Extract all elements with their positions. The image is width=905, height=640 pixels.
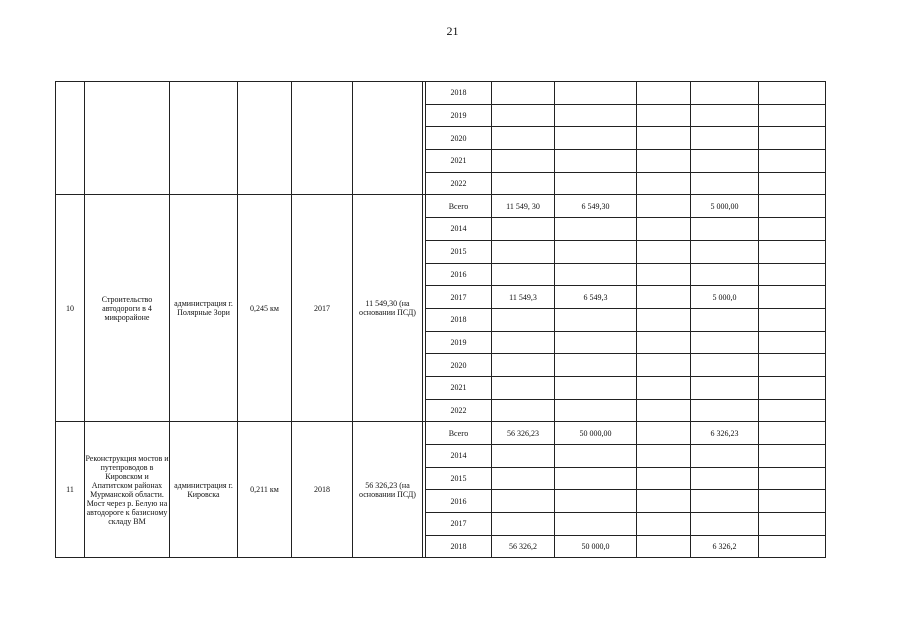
value-cell: 50 000,0 xyxy=(555,535,637,558)
value-cell xyxy=(759,422,826,445)
value-cell xyxy=(555,399,637,422)
value-cell: 11 549, 30 xyxy=(492,195,555,218)
value-cell xyxy=(637,82,691,105)
value-cell xyxy=(759,104,826,127)
value-cell xyxy=(637,150,691,173)
value-cell xyxy=(555,467,637,490)
value-cell xyxy=(555,127,637,150)
value-cell xyxy=(555,240,637,263)
project-year xyxy=(292,82,353,195)
value-cell xyxy=(637,535,691,558)
value-cell xyxy=(637,218,691,241)
year-cell: 2022 xyxy=(426,399,492,422)
value-cell: 6 326,23 xyxy=(691,422,759,445)
value-cell xyxy=(759,331,826,354)
value-cell xyxy=(492,399,555,422)
year-cell: 2017 xyxy=(426,286,492,309)
value-cell xyxy=(759,513,826,536)
value-cell xyxy=(555,218,637,241)
year-cell: 2021 xyxy=(426,376,492,399)
value-cell xyxy=(691,82,759,105)
value-cell xyxy=(555,172,637,195)
value-cell xyxy=(555,82,637,105)
value-cell xyxy=(759,354,826,377)
year-cell: 2018 xyxy=(426,82,492,105)
value-cell xyxy=(492,490,555,513)
project-name: Строительство автодороги в 4 микрорайоне xyxy=(85,195,170,422)
value-cell: 56 326,2 xyxy=(492,535,555,558)
value-cell xyxy=(492,513,555,536)
value-cell xyxy=(691,376,759,399)
value-cell xyxy=(759,172,826,195)
value-cell xyxy=(691,104,759,127)
value-cell xyxy=(637,513,691,536)
value-cell: 6 326,2 xyxy=(691,535,759,558)
value-cell xyxy=(637,376,691,399)
value-cell xyxy=(555,104,637,127)
value-cell xyxy=(492,308,555,331)
year-cell: Всего xyxy=(426,195,492,218)
page-number: 21 xyxy=(446,24,459,38)
value-cell: 50 000,00 xyxy=(555,422,637,445)
value-cell xyxy=(637,490,691,513)
project-cost: 56 326,23 (на основании ПСД) xyxy=(353,422,423,558)
value-cell xyxy=(637,422,691,445)
project-customer: администрация г. Кировска xyxy=(170,422,238,558)
year-cell: 2020 xyxy=(426,354,492,377)
value-cell: 56 326,23 xyxy=(492,422,555,445)
value-cell xyxy=(637,286,691,309)
year-cell: Всего xyxy=(426,422,492,445)
value-cell xyxy=(759,445,826,468)
table-body xyxy=(56,82,826,558)
value-cell xyxy=(555,263,637,286)
value-cell xyxy=(637,331,691,354)
project-customer: администрация г. Полярные Зори xyxy=(170,195,238,422)
table-row xyxy=(56,422,826,445)
value-cell xyxy=(691,308,759,331)
year-cell: 2020 xyxy=(426,127,492,150)
value-cell xyxy=(759,308,826,331)
value-cell xyxy=(637,467,691,490)
table-row xyxy=(56,195,826,218)
year-cell: 2016 xyxy=(426,263,492,286)
value-cell xyxy=(637,104,691,127)
year-cell: 2015 xyxy=(426,240,492,263)
value-cell xyxy=(492,127,555,150)
year-cell: 2022 xyxy=(426,172,492,195)
value-cell xyxy=(555,354,637,377)
value-cell xyxy=(691,354,759,377)
value-cell xyxy=(759,127,826,150)
value-cell xyxy=(492,172,555,195)
value-cell xyxy=(555,376,637,399)
project-customer xyxy=(170,82,238,195)
value-cell xyxy=(691,467,759,490)
project-capacity xyxy=(238,82,292,195)
investment-table xyxy=(55,81,826,558)
project-capacity: 0,245 км xyxy=(238,195,292,422)
value-cell xyxy=(637,172,691,195)
project-cost: 11 549,30 (на основании ПСД) xyxy=(353,195,423,422)
value-cell xyxy=(759,218,826,241)
value-cell xyxy=(691,399,759,422)
value-cell xyxy=(492,104,555,127)
project-cost xyxy=(353,82,423,195)
year-cell: 2019 xyxy=(426,104,492,127)
value-cell xyxy=(637,445,691,468)
value-cell xyxy=(759,376,826,399)
table-row xyxy=(56,82,826,105)
value-cell xyxy=(759,467,826,490)
value-cell xyxy=(691,150,759,173)
value-cell xyxy=(691,263,759,286)
value-cell xyxy=(759,286,826,309)
value-cell xyxy=(492,263,555,286)
value-cell xyxy=(691,445,759,468)
year-cell: 2014 xyxy=(426,445,492,468)
value-cell xyxy=(637,263,691,286)
value-cell xyxy=(492,354,555,377)
value-cell: 6 549,3 xyxy=(555,286,637,309)
value-cell xyxy=(555,513,637,536)
project-year: 2017 xyxy=(292,195,353,422)
project-number: 10 xyxy=(56,195,85,422)
year-cell: 2017 xyxy=(426,513,492,536)
value-cell xyxy=(759,240,826,263)
project-capacity: 0,211 км xyxy=(238,422,292,558)
value-cell xyxy=(759,399,826,422)
year-cell: 2019 xyxy=(426,331,492,354)
year-cell: 2021 xyxy=(426,150,492,173)
value-cell xyxy=(492,376,555,399)
value-cell xyxy=(555,331,637,354)
value-cell xyxy=(691,490,759,513)
value-cell xyxy=(691,172,759,195)
value-cell xyxy=(759,82,826,105)
project-year: 2018 xyxy=(292,422,353,558)
value-cell xyxy=(759,490,826,513)
value-cell: 5 000,0 xyxy=(691,286,759,309)
value-cell xyxy=(759,150,826,173)
value-cell xyxy=(555,490,637,513)
value-cell xyxy=(637,195,691,218)
value-cell xyxy=(492,445,555,468)
value-cell xyxy=(691,331,759,354)
value-cell xyxy=(691,513,759,536)
value-cell xyxy=(555,445,637,468)
value-cell: 5 000,00 xyxy=(691,195,759,218)
value-cell xyxy=(637,308,691,331)
value-cell: 11 549,3 xyxy=(492,286,555,309)
value-cell xyxy=(637,240,691,263)
value-cell xyxy=(492,218,555,241)
value-cell xyxy=(492,150,555,173)
year-cell: 2016 xyxy=(426,490,492,513)
year-cell: 2014 xyxy=(426,218,492,241)
year-cell: 2018 xyxy=(426,308,492,331)
value-cell xyxy=(492,82,555,105)
value-cell xyxy=(637,399,691,422)
value-cell xyxy=(759,263,826,286)
value-cell xyxy=(691,240,759,263)
value-cell xyxy=(637,354,691,377)
value-cell xyxy=(492,240,555,263)
value-cell xyxy=(637,127,691,150)
value-cell xyxy=(691,127,759,150)
project-number xyxy=(56,82,85,195)
value-cell xyxy=(759,195,826,218)
value-cell xyxy=(691,218,759,241)
value-cell: 6 549,30 xyxy=(555,195,637,218)
year-cell: 2018 xyxy=(426,535,492,558)
value-cell xyxy=(759,535,826,558)
project-name xyxy=(85,82,170,195)
year-cell: 2015 xyxy=(426,467,492,490)
project-number: 11 xyxy=(56,422,85,558)
value-cell xyxy=(555,150,637,173)
value-cell xyxy=(492,467,555,490)
value-cell xyxy=(492,331,555,354)
project-name: Реконструкция мостов и путепроводов в Кировском и Апатитском районах Мурманской области. Мост через р. Белую на автодороге к базисному складу ВМ xyxy=(85,422,170,558)
value-cell xyxy=(555,308,637,331)
